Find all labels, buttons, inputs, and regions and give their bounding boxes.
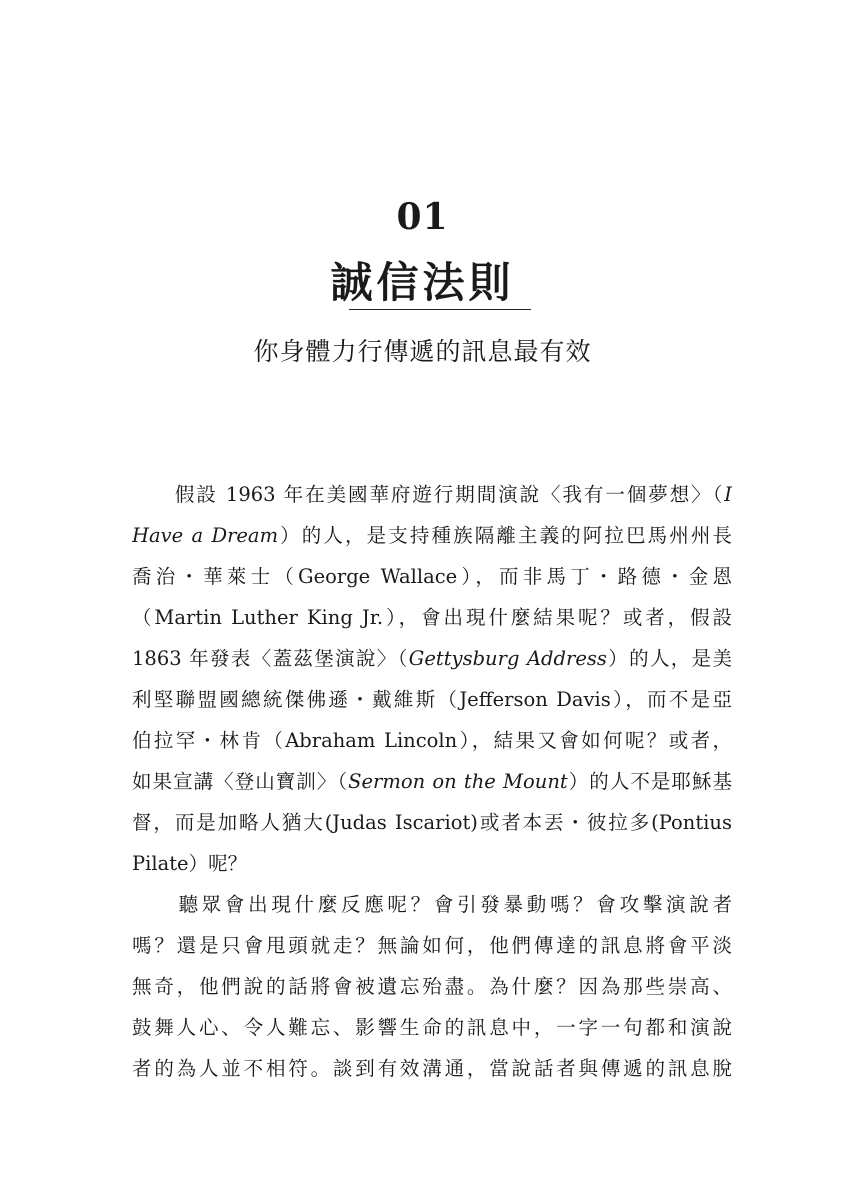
text-line: 伯拉罕・林肯（Abraham Lincoln），結果又會如何呢？或者， <box>132 729 732 752</box>
chapter-number: 01 <box>396 196 449 238</box>
text-line: 無奇，他們說的話將會被遺忘殆盡。為什麼？因為那些崇高、 <box>132 975 732 998</box>
text-line: 嗎？還是只會甩頭就走？無論如何，他們傳達的訊息將會平淡 <box>132 934 732 957</box>
text-span: ）的人，是美 <box>606 647 732 670</box>
italic-title: Have a Dream <box>132 524 279 547</box>
text-span: 1863 年發表〈蓋茲堡演說〉（ <box>132 647 409 670</box>
chapter-subtitle: 你身體力行傳遞的訊息最有效 <box>253 337 592 366</box>
text-line: Pilate）呢？ <box>132 852 248 875</box>
text-line: 喬治・華萊士（George Wallace），而非馬丁・路德・金恩 <box>132 565 732 588</box>
text-line: 鼓舞人心、令人難忘、影響生命的訊息中，一字一句都和演說 <box>132 1016 732 1039</box>
italic-title: I <box>724 483 732 506</box>
text-line: 聽眾會出現什麼反應呢？會引發暴動嗎？會攻擊演說者 <box>132 893 732 916</box>
italic-title: Sermon on the Mount <box>348 770 568 793</box>
text-line <box>132 638 732 679</box>
text-line: （Martin Luther King Jr.），會出現什麼結果呢？或者，假設 <box>132 606 732 629</box>
italic-title: Gettysburg Address <box>408 647 607 670</box>
paragraph <box>132 474 732 884</box>
text-span: 假設 1963 年在美國華府遊行期間演說〈我有一個夢想〉（ <box>132 483 725 506</box>
text-span: 如果宣講〈登山寶訓〉（ <box>132 770 349 793</box>
chapter-title: 誠信法則 <box>330 258 515 307</box>
text-line <box>132 515 732 556</box>
text-line: 利堅聯盟國總統傑佛遜・戴維斯（Jefferson Davis），而不是亞 <box>132 688 732 711</box>
text-span: ）的人不是耶穌基 <box>567 770 732 793</box>
paragraph <box>132 884 732 1089</box>
text-line: 督，而是加略人猶大(Judas Iscariot)或者本丟・彼拉多(Pontius <box>132 811 732 834</box>
text-line: 者的為人並不相符。談到有效溝通，當說話者與傳遞的訊息脫 <box>132 1057 732 1080</box>
text-span: ）的人，是支持種族隔離主義的阿拉巴馬州州長 <box>278 524 732 547</box>
text-line <box>132 761 732 802</box>
text-line <box>132 474 732 515</box>
title-divider <box>349 309 531 310</box>
body-text <box>132 474 732 1089</box>
